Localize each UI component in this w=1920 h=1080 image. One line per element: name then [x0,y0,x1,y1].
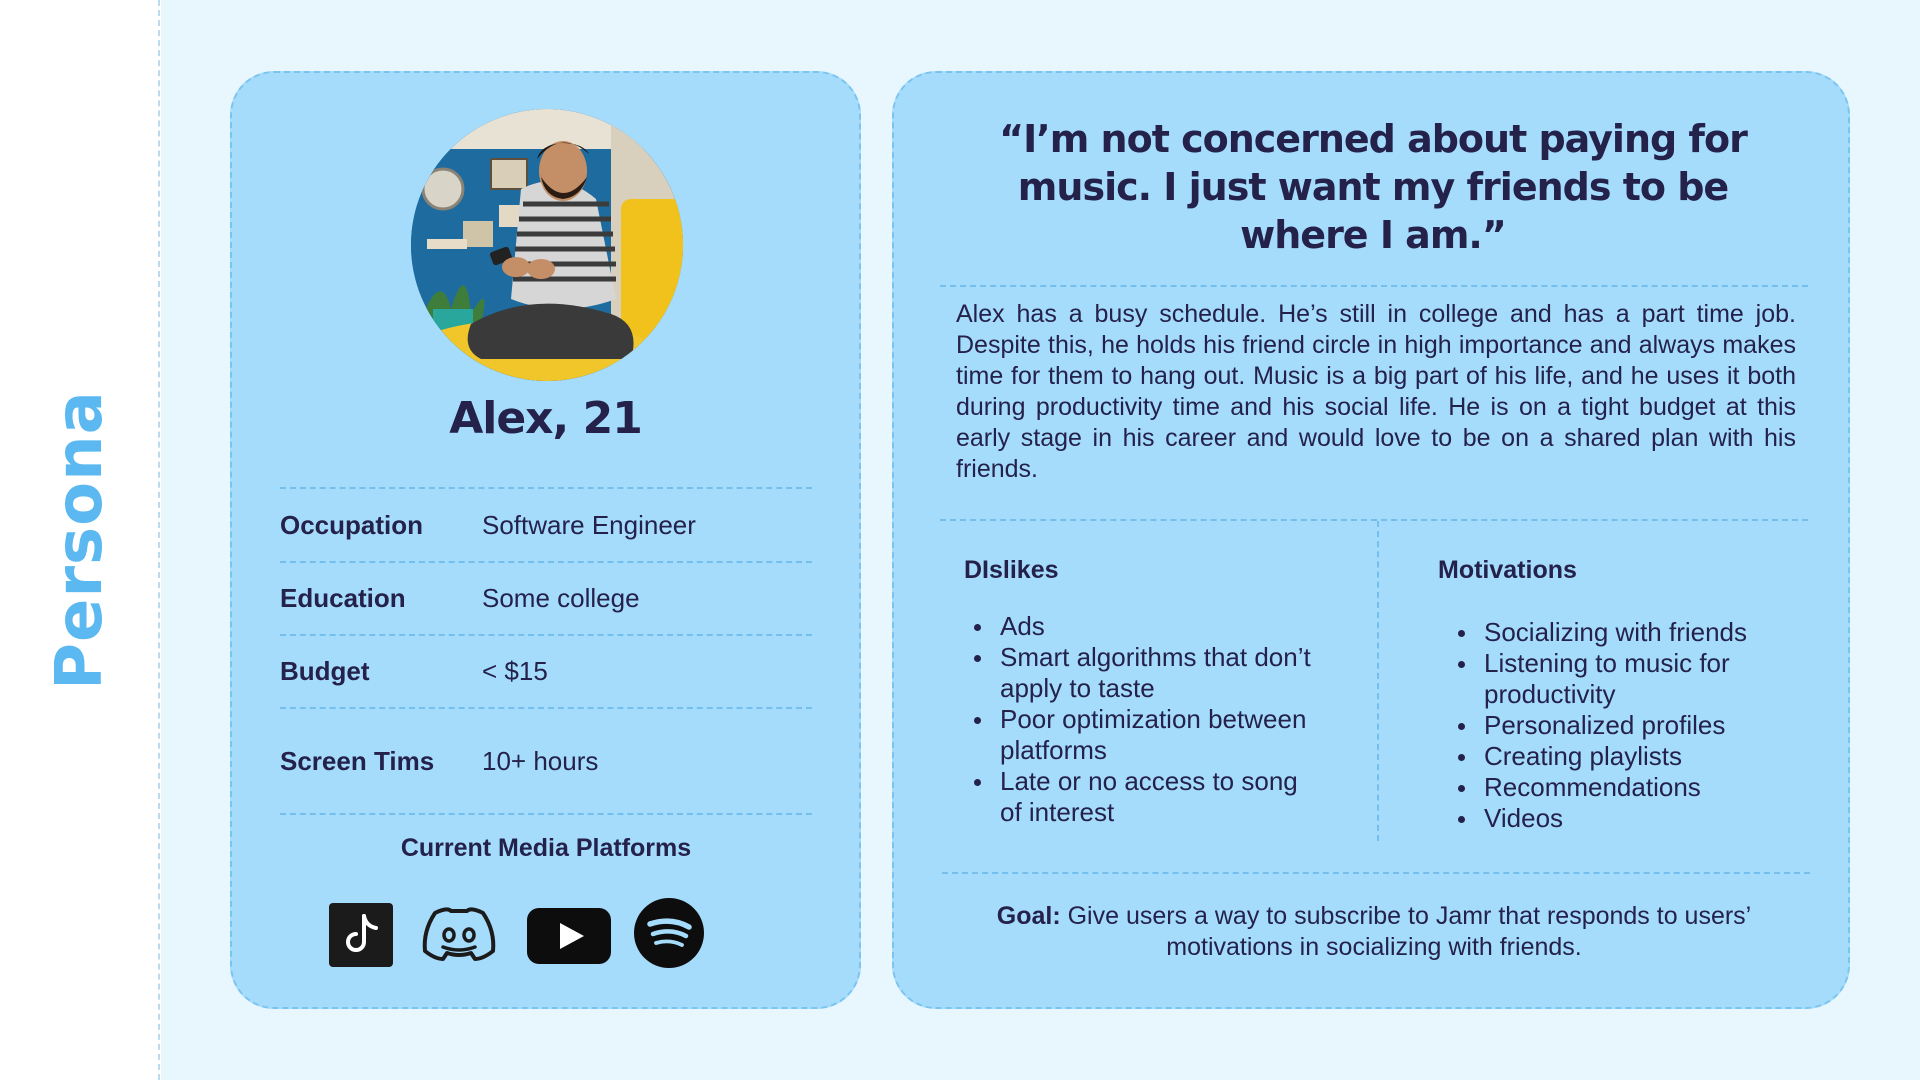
list-item: Late or no access to song of interest [964,766,1324,828]
divider [280,707,812,709]
side-title: Persona [43,390,117,690]
goal-statement [974,901,1774,963]
info-row-occupation [280,505,820,545]
quote-line: music. I just want my friends to be [1017,165,1729,209]
info-row-education [280,578,820,618]
info-label: Occupation [280,509,424,540]
info-value: < $15 [482,655,548,686]
info-row-screen-time [280,741,820,781]
dislikes-title: DIslikes [964,556,1059,584]
divider [280,487,812,489]
left-strip [0,0,160,1080]
list-item: Listening to music for productivity [1448,648,1788,710]
motivations-list [1448,617,1788,834]
quote [934,115,1812,259]
divider [940,285,1808,287]
list-item: Recommendations [1448,772,1788,803]
info-row-budget [280,651,820,691]
divider [280,561,812,563]
platforms-title: Current Media Platforms [400,834,692,862]
dislikes-list [964,611,1324,828]
list-item: Smart algorithms that don’t apply to taste [964,642,1324,704]
profile-card [230,71,861,1009]
divider [280,634,812,636]
info-value: 10+ hours [482,745,599,776]
discord-icon [419,903,499,970]
info-label: Budget [280,655,370,686]
avatar [411,109,683,381]
details-card [892,71,1850,1009]
divider [280,813,812,815]
list-item: Ads [964,611,1324,642]
tiktok-icon [328,902,394,973]
bio-paragraph: Alex has a busy schedule. He’s still in college and has a part time job. Despite this, he holds his friend circle in high importance and always makes time for them to hang out. Music is a big part of his life, and he uses it both during productivity time and his social life. He is on a tight budget at this early stage in his career and would love to be on a shared plan with his friends. [956,300,1796,483]
motivations-title: Motivations [1438,556,1577,584]
column-divider [1377,521,1379,841]
divider [942,872,1810,874]
info-label: Education [280,582,406,613]
youtube-icon [526,907,612,970]
info-value: Software Engineer [482,509,696,540]
quote-line: where I am.” [1240,213,1506,257]
spotify-icon [633,897,705,974]
list-item: Personalized profiles [1448,710,1788,741]
avatar-photo [411,109,683,381]
list-item: Videos [1448,803,1788,834]
persona-name: Alex, 21 [449,393,642,444]
quote-line: “I’m not concerned about paying for [999,117,1747,161]
goal-label: Goal: [996,902,1061,930]
info-label: Screen Tims [280,745,435,776]
divider [940,519,1808,521]
list-item: Socializing with friends [1448,617,1788,648]
list-item: Poor optimization between platforms [964,704,1324,766]
list-item: Creating playlists [1448,741,1788,772]
info-value: Some college [482,582,640,613]
goal-text: Give users a way to subscribe to Jamr that responds to users’ motivations in socializing with friends. [1060,902,1752,961]
